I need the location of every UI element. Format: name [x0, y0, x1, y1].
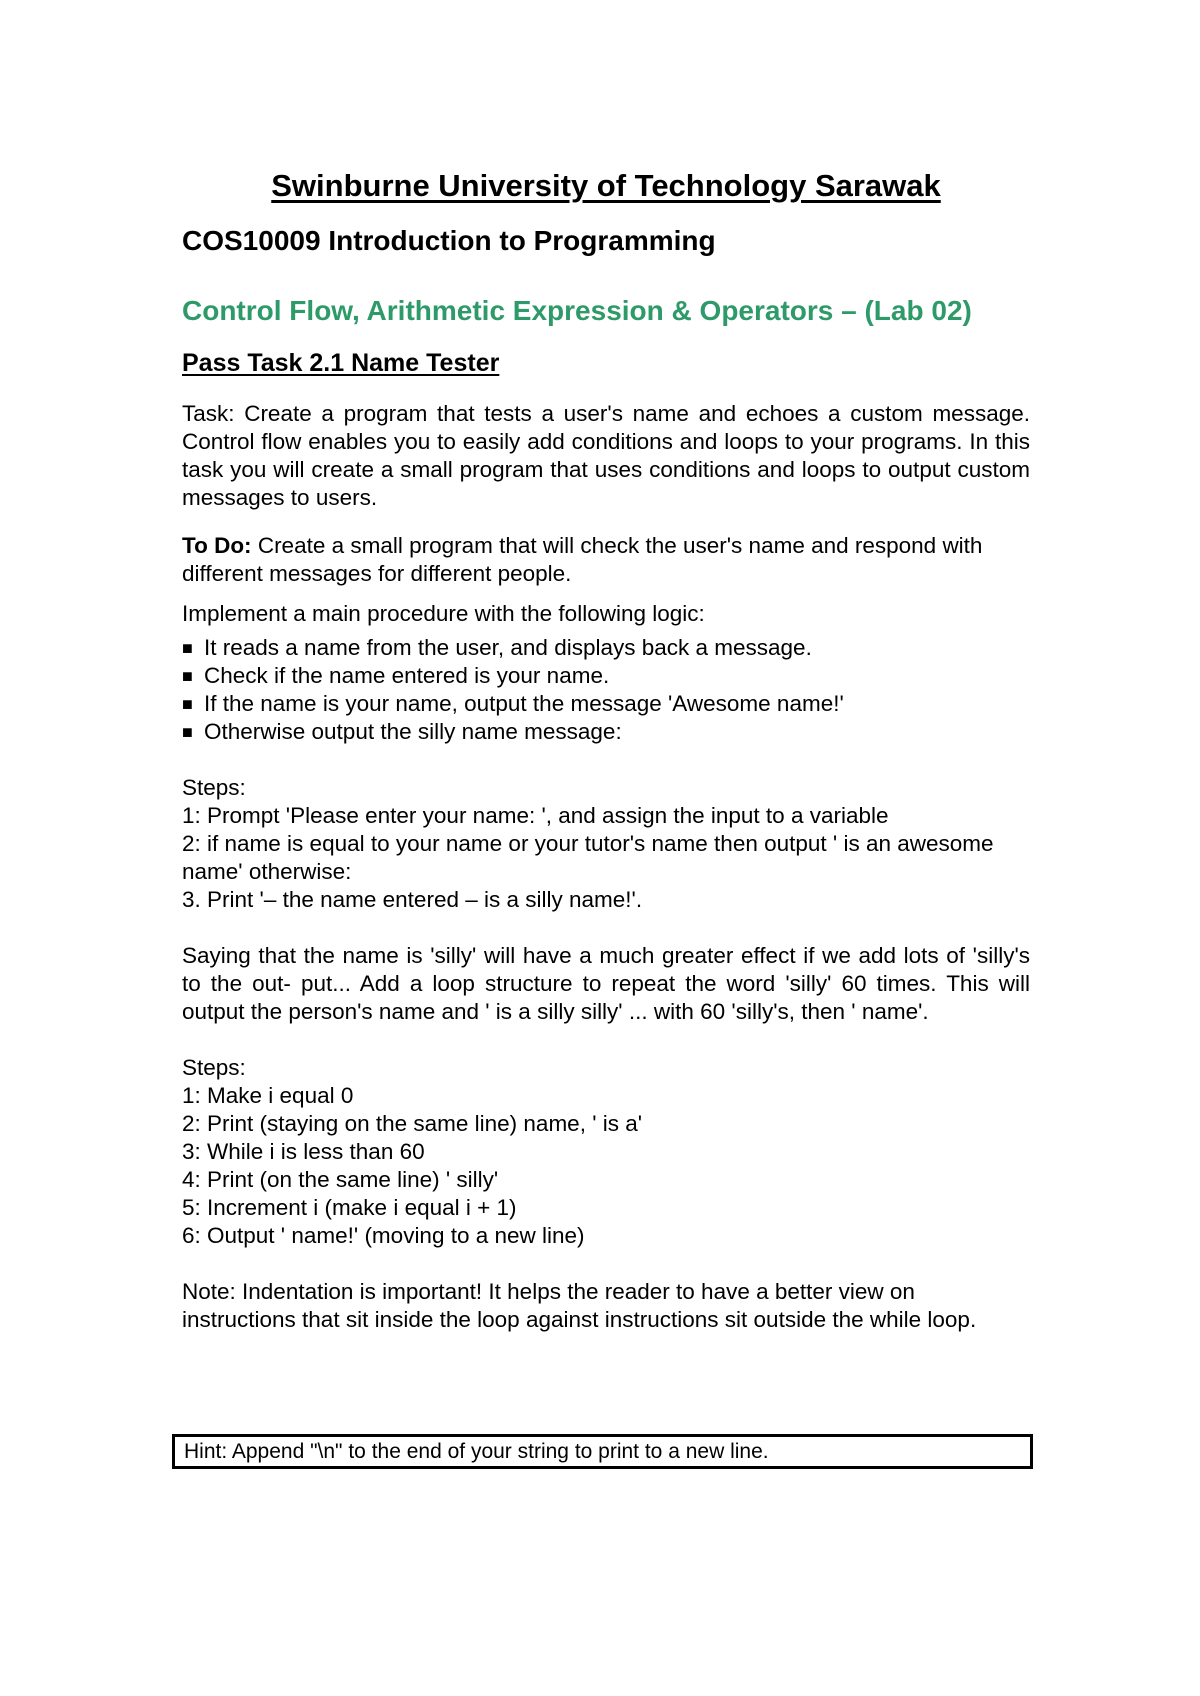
list-item: 3. Print '– the name entered – is a silly name!'. — [182, 887, 643, 912]
bullet-square-icon: ■ — [182, 666, 193, 686]
note-paragraph: Note: Indentation is important! It helps the reader to have a better view on instructions that sit inside the loop against instructions sit outside the while loop. — [182, 1279, 977, 1332]
bullet-square-icon: ■ — [182, 638, 193, 658]
silly-paragraph: Saying that the name is 'silly' will have a much greater effect if we add lots of 'silly's to the out- put... Add a loop structure to repeat the word 'silly' 60 times. This will output the person's name and ' is a silly silly' ... with 60 'silly's, then ' name'. — [182, 943, 1030, 1024]
steps-heading-2: Steps: — [182, 1055, 246, 1080]
task-description: Task: Create a program that tests a user's name and echoes a custom message. Control flow enables you to easily add conditions and loops to your programs. In this task you will create a small program that uses conditions and loops to output custom messages to users. — [182, 401, 1030, 510]
task-title: Pass Task 2.1 Name Tester — [182, 349, 500, 377]
steps-list-1 — [182, 802, 1030, 914]
steps-list-2 — [182, 1082, 1030, 1250]
list-item: 6: Output ' name!' (moving to a new line) — [182, 1223, 585, 1248]
bullet-square-icon: ■ — [182, 722, 193, 742]
todo-paragraph — [182, 532, 1030, 588]
todo-text: Create a small program that will check the user's name and respond with different messages for different people. — [182, 533, 983, 586]
hint-text: Hint: Append "\n" to the end of your string to print to a new line. — [184, 1440, 769, 1463]
lab-title: Control Flow, Arithmetic Expression & Operators – (Lab 02) — [182, 295, 972, 326]
list-item: 1: Make i equal 0 — [182, 1083, 354, 1108]
list-item: 2: if name is equal to your name or your tutor's name then output ' is an awesome name' otherwise: — [182, 831, 994, 884]
list-item: ■ It reads a name from the user, and displays back a message. — [182, 635, 812, 660]
list-item: ■ If the name is your name, output the message 'Awesome name!' — [182, 691, 844, 716]
steps-heading-1: Steps: — [182, 775, 246, 800]
todo-label: To Do: — [182, 533, 252, 558]
logic-bullet-list — [182, 634, 1030, 746]
list-item: 2: Print (staying on the same line) name, ' is a' — [182, 1111, 643, 1136]
list-item: 4: Print (on the same line) ' silly' — [182, 1167, 499, 1192]
list-item: ■ Check if the name entered is your name. — [182, 663, 610, 688]
bullet-square-icon: ■ — [182, 694, 193, 714]
university-title: Swinburne University of Technology Sarawak — [271, 168, 941, 203]
implement-intro: Implement a main procedure with the following logic: — [182, 601, 705, 626]
list-item: 5: Increment i (make i equal i + 1) — [182, 1195, 517, 1220]
list-item: ■ Otherwise output the silly name message: — [182, 719, 622, 744]
list-item: 3: While i is less than 60 — [182, 1139, 425, 1164]
course-title: COS10009 Introduction to Programming — [182, 225, 716, 256]
document-page — [182, 168, 1030, 1334]
hint-box — [172, 1434, 1033, 1469]
list-item: 1: Prompt 'Please enter your name: ', and assign the input to a variable — [182, 803, 889, 828]
